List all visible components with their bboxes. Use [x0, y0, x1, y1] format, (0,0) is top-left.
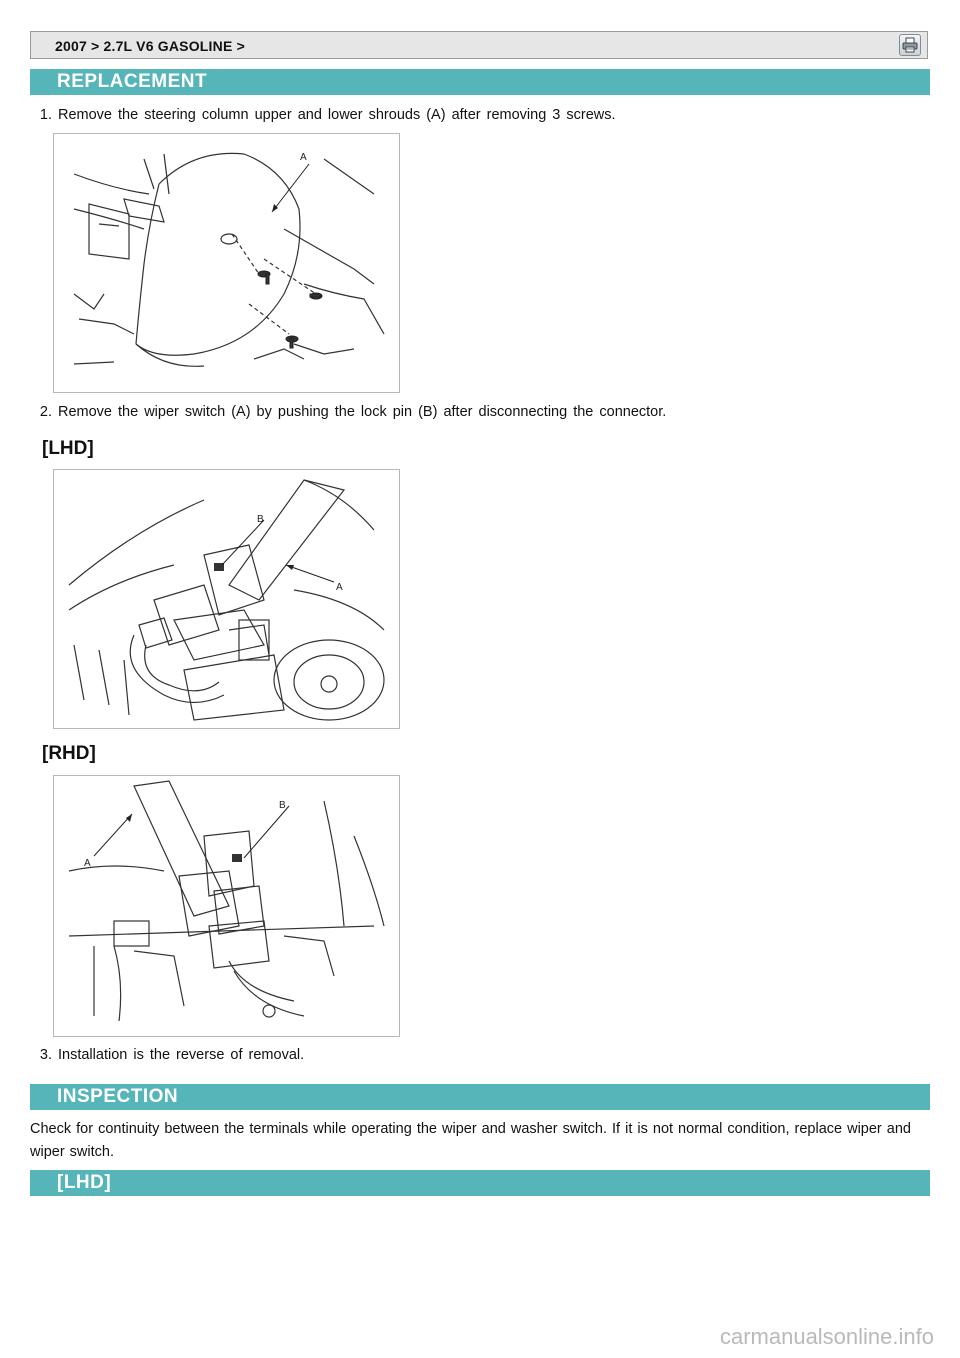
figure-steering-column-shrouds [53, 133, 400, 393]
step-3 [30, 1047, 304, 1063]
printer-icon [902, 37, 918, 53]
inspection-lhd-heading: [LHD] [30, 1170, 930, 1196]
step-1-number: 1. [39, 107, 52, 123]
inspection-text: Check for continuity between the terminals while operating the wiper and washer switch. If it is not normal condition, replace wiper and wiper switch. [30, 1121, 911, 1160]
rhd-label: [RHD] [42, 743, 96, 764]
print-button[interactable] [899, 34, 921, 56]
watermark: carmanualsonline.info [719, 1324, 934, 1349]
step-2-text: Remove the wiper switch (A) by pushing the lock pin (B) after disconnecting the connector. [58, 404, 667, 420]
figure-2-label-a: A [336, 582, 343, 593]
figure-rhd-wiper-switch [53, 775, 400, 1037]
figure-3-label-a: A [84, 858, 91, 869]
step-1-text: Remove the steering column upper and lower shrouds (A) after removing 3 screws. [58, 107, 616, 123]
step-1 [30, 107, 616, 123]
replacement-heading: REPLACEMENT [30, 69, 930, 95]
step-2 [30, 404, 666, 420]
step-3-text: Installation is the reverse of removal. [58, 1047, 305, 1063]
inspection-heading: INSPECTION [30, 1084, 930, 1110]
step-2-number: 2. [39, 404, 52, 420]
step-3-number: 3. [39, 1047, 52, 1063]
lhd-label: [LHD] [42, 438, 94, 459]
figure-3-label-b: B [279, 800, 286, 811]
breadcrumb-text: 2007 > 2.7L V6 GASOLINE > [55, 38, 245, 54]
breadcrumb [30, 31, 928, 59]
figure-1-label-a: A [300, 152, 307, 163]
figure-lhd-wiper-switch [53, 469, 400, 729]
figure-2-label-b: B [257, 514, 264, 525]
